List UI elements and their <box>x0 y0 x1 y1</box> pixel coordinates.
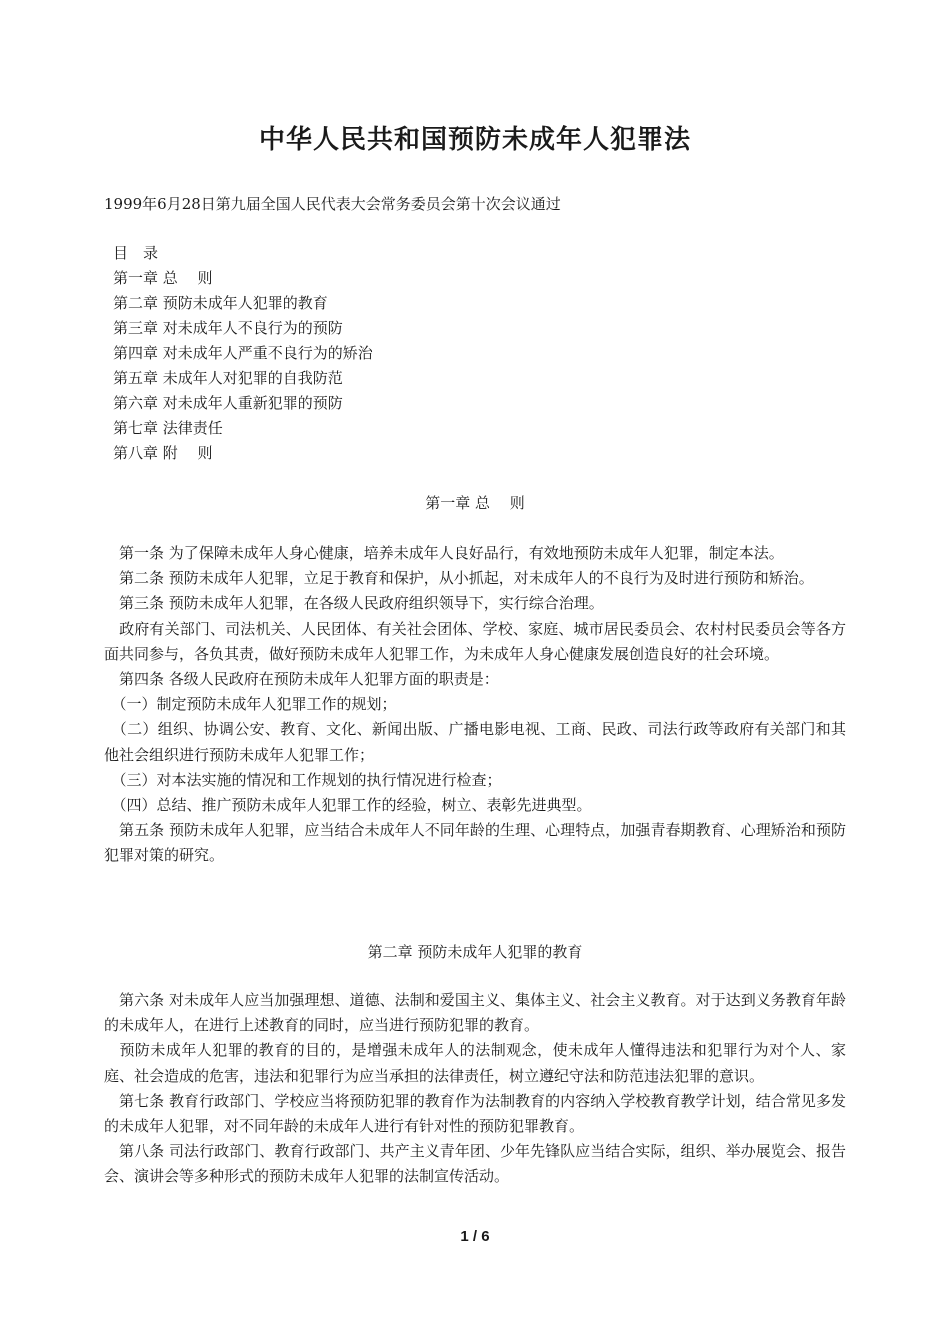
toc-item: 第四章 对未成年人严重不良行为的矫治 <box>113 344 373 362</box>
chapter-body <box>104 541 846 869</box>
article-paragraph: （二）组织、协调公安、教育、文化、新闻出版、广播电影电视、工商、民政、司法行政等政府有关部门和其他社会组织进行预防未成年人犯罪工作； <box>104 720 846 764</box>
toc-item: 第二章 预防未成年人犯罪的教育 <box>113 294 328 312</box>
chapter-heading: 第一章 总 则 <box>425 494 525 512</box>
toc-item: 第七章 法律责任 <box>113 419 223 437</box>
chapter-heading: 第二章 预防未成年人犯罪的教育 <box>367 943 583 961</box>
article-paragraph: 第八条 司法行政部门、教育行政部门、共产主义青年团、少年先锋队应当结合实际，组织、举办展览会、报告会、演讲会等多种形式的预防未成年人犯罪的法制宣传活动。 <box>104 1142 846 1186</box>
article-paragraph: 第七条 教育行政部门、学校应当将预防犯罪的教育作为法制教育的内容纳入学校教育教学计划，结合常见多发的未成年人犯罪，对不同年龄的未成年人进行有针对性的预防犯罪教育。 <box>104 1091 846 1136</box>
article-paragraph: （四）总结、推广预防未成年人犯罪工作的经验，树立、表彰先进典型。 <box>104 796 592 815</box>
article-paragraph: （一）制定预防未成年人犯罪工作的规划； <box>104 695 397 714</box>
article-paragraph: 政府有关部门、司法机关、人民团体、有关社会团体、学校、家庭、城市居民委员会、农村村民委员会等各方面共同参与，各负其责，做好预防未成年人犯罪工作，为未成年人身心健康发展创造良好的社会环境。 <box>104 619 846 663</box>
toc-item: 第八章 附 则 <box>113 444 213 462</box>
toc-heading: 目 录 <box>113 244 159 262</box>
table-of-contents <box>113 241 373 466</box>
toc-item: 第一章 总 则 <box>113 269 213 287</box>
article-paragraph: 预防未成年人犯罪的教育的目的，是增强未成年人的法制观念，使未成年人懂得违法和犯罪行为对个人、家庭、社会造成的危害，违法和犯罪行为应当承担的法律责任，树立遵纪守法和防范违法犯罪的意识。 <box>104 1041 846 1085</box>
document-subtitle: 1999年6月28日第九届全国人民代表大会常务委员会第十次会议通过 <box>104 195 561 213</box>
toc-item: 第五章 未成年人对犯罪的自我防范 <box>113 369 343 387</box>
article-paragraph: 第五条 预防未成年人犯罪，应当结合未成年人不同年龄的生理、心理特点，加强青春期教育、心理矫治和预防犯罪对策的研究。 <box>104 821 846 865</box>
article-paragraph: 第六条 对未成年人应当加强理想、道德、法制和爱国主义、集体主义、社会主义教育。对于达到义务教育年龄的未成年人，在进行上述教育的同时，应当进行预防犯罪的教育。 <box>104 991 846 1035</box>
article-paragraph: 第二条 预防未成年人犯罪，立足于教育和保护，从小抓起，对未成年人的不良行为及时进行预防和矫治。 <box>104 569 814 588</box>
chapter-body <box>104 988 846 1190</box>
article-paragraph: 第一条 为了保障未成年人身心健康，培养未成年人良好品行，有效地预防未成年人犯罪，制定本法。 <box>104 544 784 562</box>
article-paragraph: （三）对本法实施的情况和工作规划的执行情况进行检查； <box>104 770 502 789</box>
page-number: 1 / 6 <box>460 1228 490 1245</box>
article-paragraph: 第三条 预防未成年人犯罪，在各级人民政府组织领导下，实行综合治理。 <box>104 594 604 613</box>
document-title: 中华人民共和国预防未成年人犯罪法 <box>258 125 691 155</box>
toc-item: 第六章 对未成年人重新犯罪的预防 <box>113 394 343 412</box>
article-paragraph: 第四条 各级人民政府在预防未成年人犯罪方面的职责是： <box>104 670 499 689</box>
toc-item: 第三章 对未成年人不良行为的预防 <box>113 319 343 337</box>
